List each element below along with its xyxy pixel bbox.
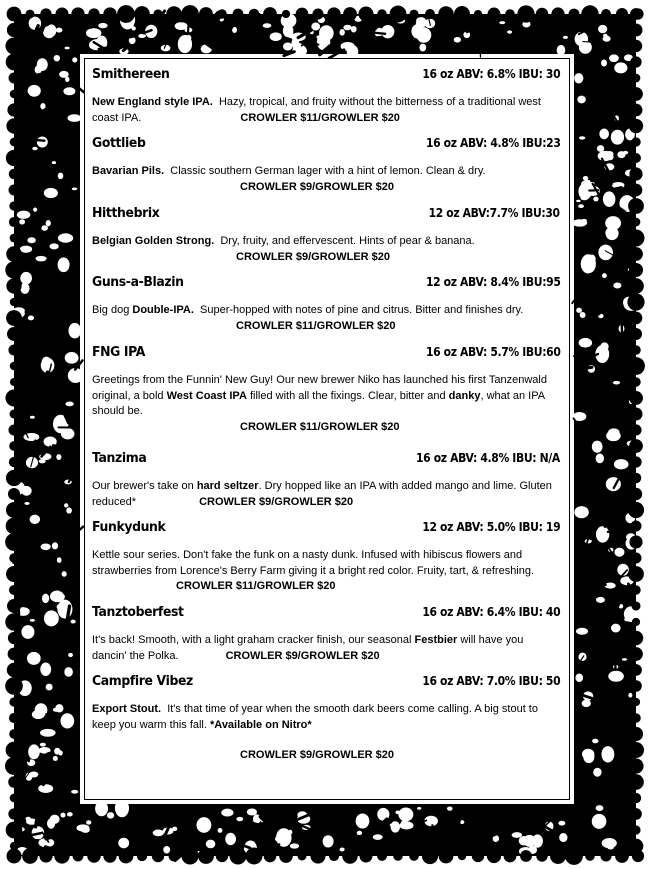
description-text: Big dog xyxy=(92,304,133,316)
description-text: Super-hopped with notes of pine and citrus. Bitter and finishes dry. xyxy=(200,304,524,316)
beer-name: Tanzima xyxy=(92,450,147,466)
beer-price: CROWLER $11/GROWLER $20 xyxy=(176,580,336,592)
beer-stats: 16 oz ABV: 5.7% IBU:60 xyxy=(425,345,560,359)
beer-name: Guns-a-Blazin xyxy=(92,274,184,290)
highlight-text: danky xyxy=(448,389,481,402)
description-text: It's that time of year when the smooth dark beers come calling. A big stout to keep you warm this fall. xyxy=(92,703,538,731)
beer-entry-funkydunk xyxy=(92,519,560,595)
beer-entry-gottlieb xyxy=(92,135,560,195)
beer-style: Double-IPA. xyxy=(132,304,194,316)
beer-name: FNG IPA xyxy=(92,344,146,360)
beer-description xyxy=(92,633,560,664)
beer-style: Belgian Golden Strong. xyxy=(92,235,215,247)
description-text: Our brewer's take on xyxy=(92,480,197,492)
beer-entry-fng-ipa xyxy=(92,344,560,435)
description-text: . Dry hopped like an IPA with added mango and lime. Gluten reduced* xyxy=(92,480,552,508)
description-text: , what an IPA should be. xyxy=(92,389,545,417)
description-text: It's back! Smooth, with a light graham cracker finish, our seasonal xyxy=(92,634,415,646)
highlight-text: hard seltzer xyxy=(196,480,259,492)
beer-description xyxy=(92,702,560,764)
beer-name: Tanztoberfest xyxy=(92,604,184,620)
beer-description xyxy=(92,373,560,435)
beer-stats: 12 oz ABV:7.7% IBU:30 xyxy=(428,206,560,220)
beer-description xyxy=(92,479,560,510)
highlight-text: Festbier xyxy=(414,634,458,646)
beer-price: CROWLER $9/GROWLER $20 xyxy=(236,250,391,263)
beer-description xyxy=(92,95,560,126)
beer-stats: 16 oz ABV: 4.8% IBU:23 xyxy=(425,136,560,150)
beer-price: CROWLER $9/GROWLER $20 xyxy=(240,180,395,193)
beer-description xyxy=(92,164,560,195)
beer-style: Export Stout. xyxy=(92,703,162,715)
beer-price: CROWLER $9/GROWLER $20 xyxy=(199,495,354,508)
description-text: filled with all the fixings. Clear, bitter and xyxy=(246,389,449,402)
beer-stats: 12 oz ABV: 5.0% IBU: 19 xyxy=(422,520,560,534)
beer-price: CROWLER $11/GROWLER $20 xyxy=(240,420,400,433)
beer-stats: 12 oz ABV: 8.4% IBU:95 xyxy=(425,275,560,289)
beer-style: New England style IPA. xyxy=(92,96,213,108)
beer-price: CROWLER $9/GROWLER $20 xyxy=(240,749,395,761)
beer-stats: 16 oz ABV: 7.0% IBU: 50 xyxy=(422,674,560,688)
beer-description xyxy=(92,234,560,265)
beer-entry-hitthebrix xyxy=(92,205,560,265)
description-text: Greetings from the Funnin' New Guy! Our new brewer Niko has launched his first Tanzenwald original, a bold xyxy=(92,374,547,402)
beer-entry-tanztoberfest xyxy=(92,604,560,664)
beer-name: Hitthebrix xyxy=(92,205,160,221)
description-text: will have you dancin' the Polka. xyxy=(92,634,524,662)
description-text: Kettle sour series. Don't fake the funk on a nasty dunk. Infused with hibiscus flowers and strawberries from Lorence's Berry Farm giving it a bright red color. Fruity, tart, & refreshing. xyxy=(92,549,535,577)
highlight-text: *Available on Nitro* xyxy=(210,718,312,731)
beer-stats: 16 oz ABV: 4.8% IBU: N/A xyxy=(416,451,560,465)
beer-style: Bavarian Pils. xyxy=(92,165,165,177)
description-text: Classic southern German lager with a hint of lemon. Clean & dry. xyxy=(170,165,486,177)
description-text: Dry, fruity, and effervescent. Hints of pear & banana. xyxy=(220,235,475,247)
beer-name: Smithereen xyxy=(92,66,170,82)
beer-description xyxy=(92,548,560,595)
beer-entry-smithereen xyxy=(92,66,560,126)
description-text: Hazy, tropical, and fruity without the bitterness of a traditional west coast IPA. xyxy=(92,96,541,124)
beer-stats: 16 oz ABV: 6.8% IBU: 30 xyxy=(422,67,560,81)
beer-price: CROWLER $11/GROWLER $20 xyxy=(236,319,396,332)
beer-entry-tanzima xyxy=(92,450,560,510)
beer-name: Campfire Vibez xyxy=(92,673,193,689)
beer-entry-guns-a-blazin xyxy=(92,274,560,334)
beer-stats: 16 oz ABV: 6.4% IBU: 40 xyxy=(422,605,560,619)
beer-name: Gottlieb xyxy=(92,135,146,151)
highlight-text: West Coast IPA xyxy=(166,389,247,402)
beer-entry-campfire-vibez xyxy=(92,673,560,764)
beer-price: CROWLER $11/GROWLER $20 xyxy=(240,111,400,124)
beer-name: Funkydunk xyxy=(92,519,166,535)
beer-description xyxy=(92,303,560,334)
beer-price: CROWLER $9/GROWLER $20 xyxy=(225,649,380,662)
